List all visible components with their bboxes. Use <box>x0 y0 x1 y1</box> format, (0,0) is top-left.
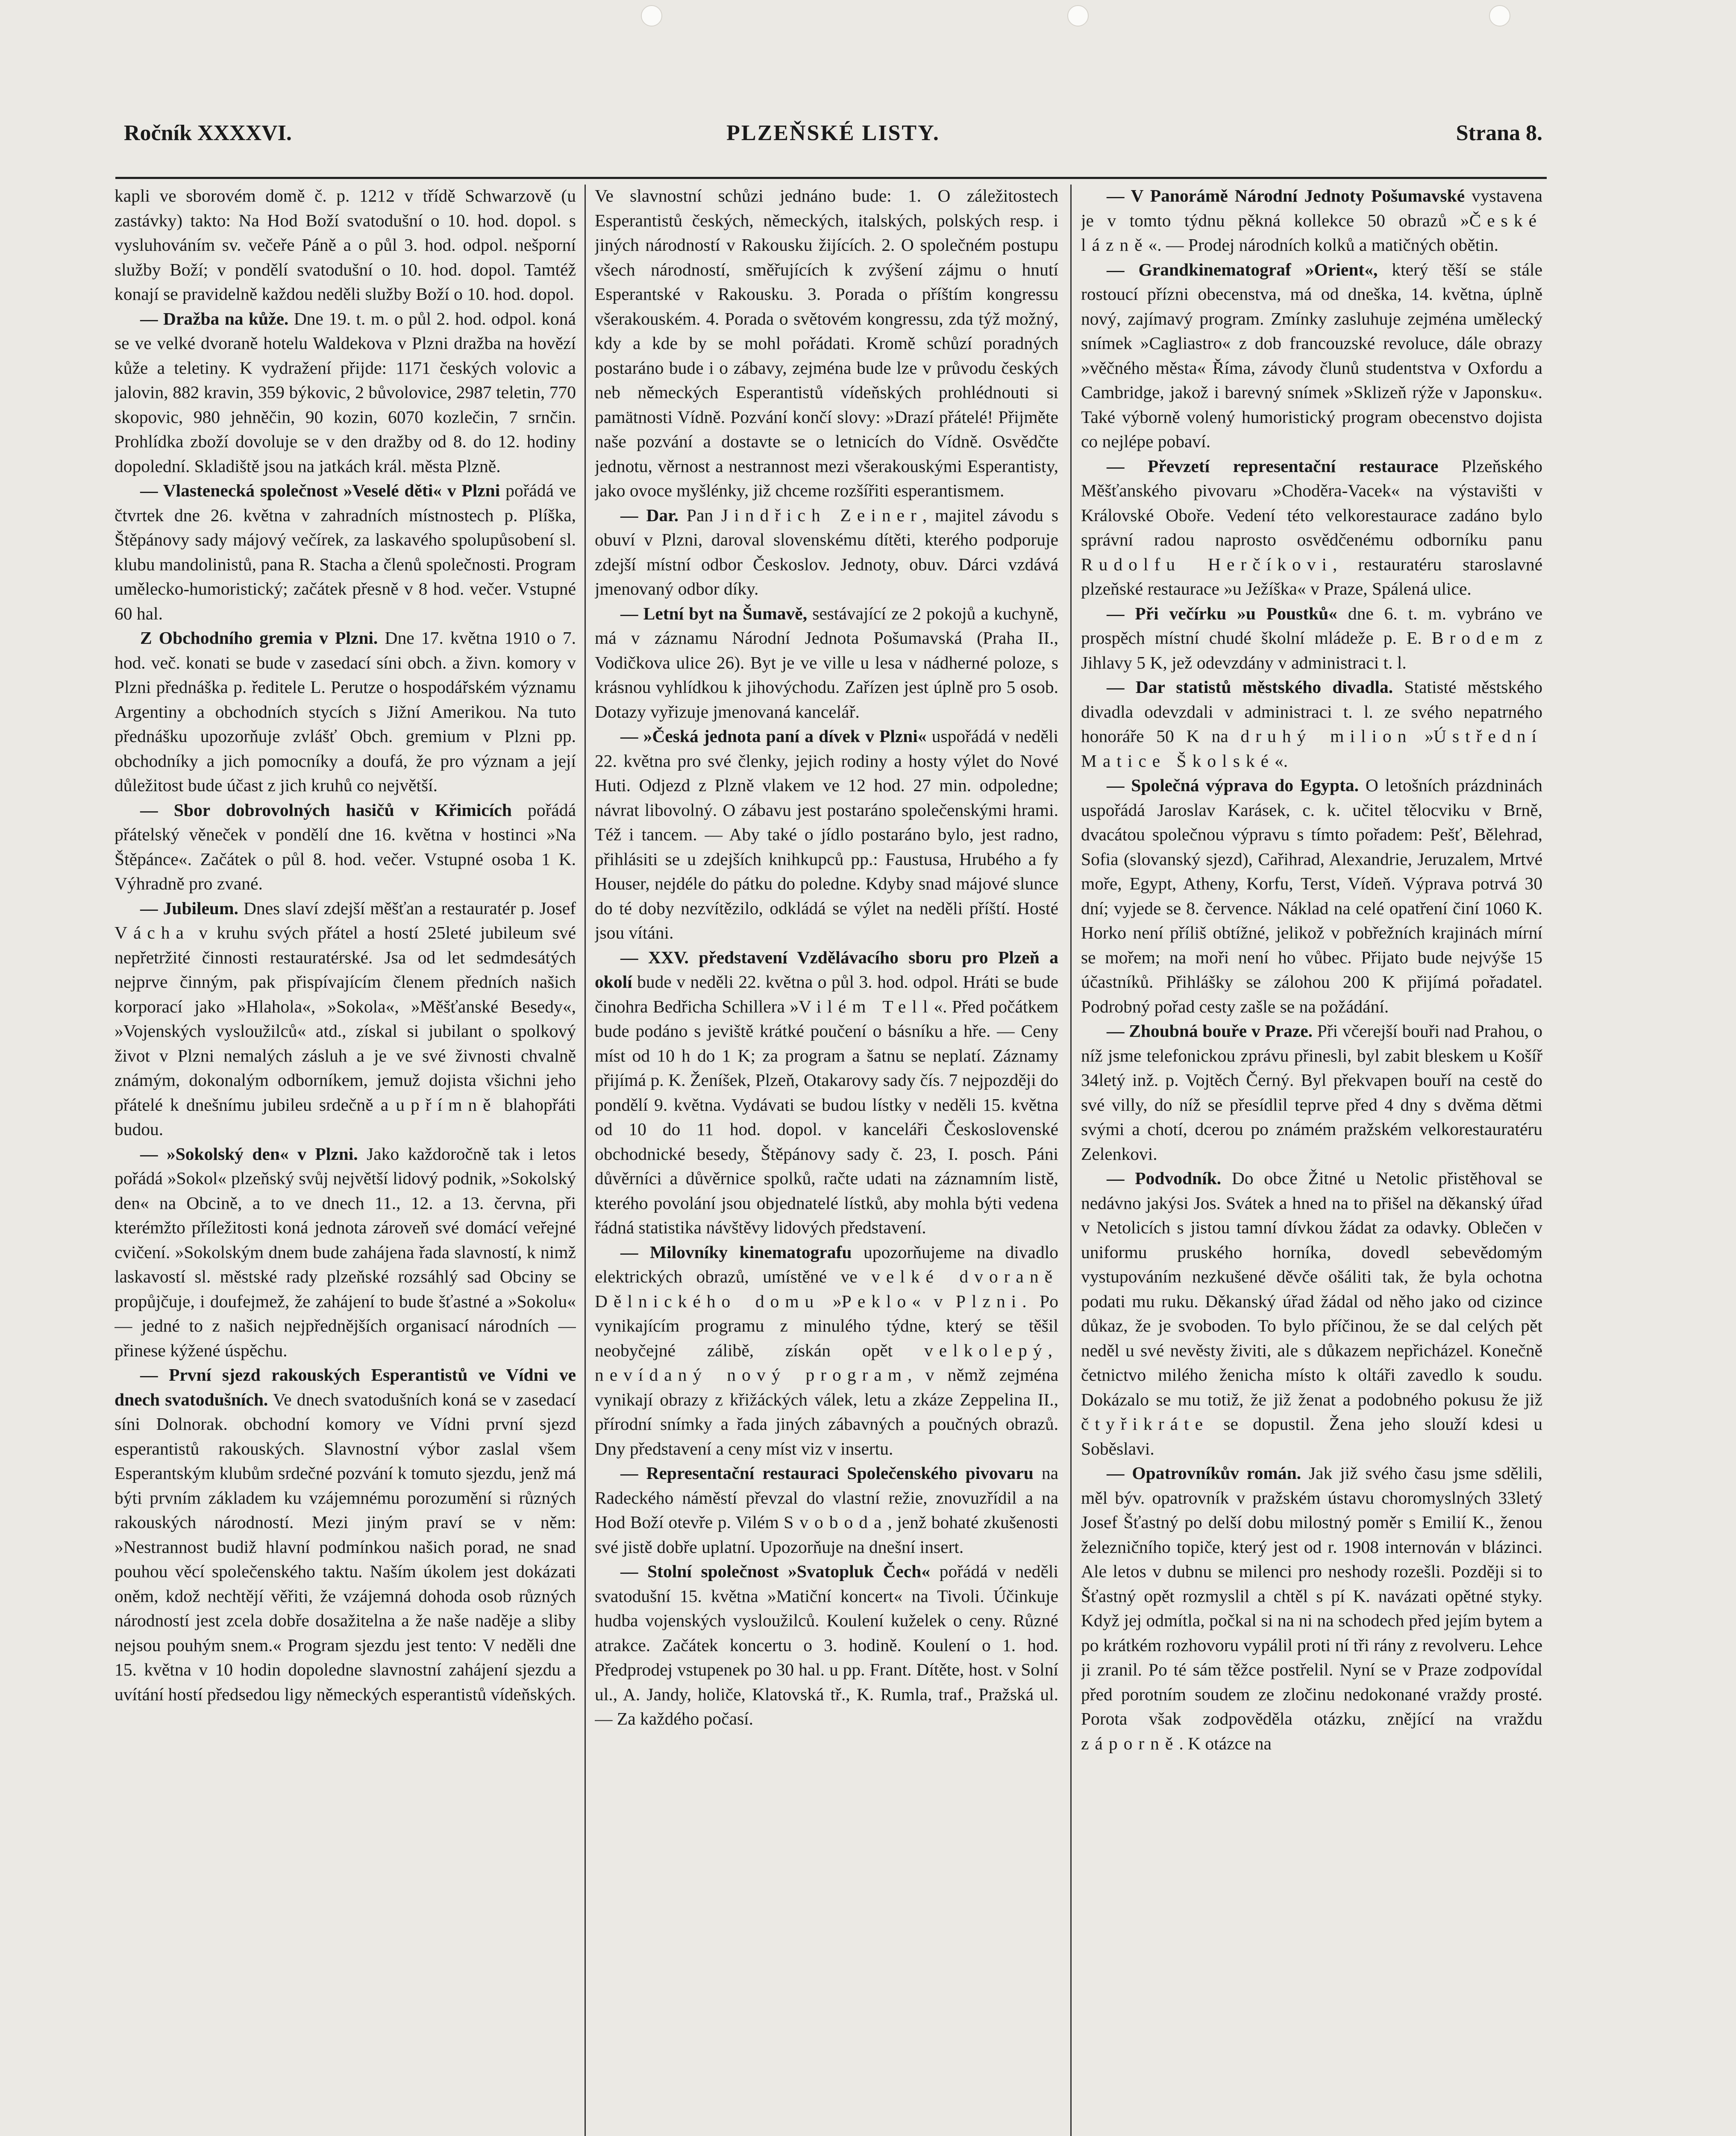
article-heading: Z Obchodního gremia v Plzni. <box>140 628 378 648</box>
article-sokolsky-den: — »Sokolský den« v Plzni. Jako každoročně tak i letos pořádá »Sokol« plzeňský svůj největší lidový podnik, »Sokolský den« na Obcině, a to ve dnech 11., 12. a 13. června, při kterémžto příležitosti koná jednota zároveň své domácí veřejné cvičení. »Sokolským dnem bude zahájena řada slavností, k nimž laskavostí sl. městské rady plzeňské rozsáhlý sad Obciny se propůjčuje, i doufejmež, že zahájení to bude šťastné a »Sokolu« — jedné to z našich nejpřednějších organisací národních — přinese kýžené úspěchu. <box>115 1144 576 1360</box>
page-number: Strana 8. <box>1456 121 1542 145</box>
article-heading: — Letní byt na Šumavě, <box>620 603 808 623</box>
article-heading: — Representační restauraci Společenského pivovaru <box>620 1463 1034 1483</box>
article-xxv-performance: — XXV. představení Vzdělávacího sboru pro Plzeň a okolí bude v neděli 22. května o půl 3. hod. odpol. Hráti se bude činohra Bedřicha Schillera »Vilém Tell«. Před počátkem bude podáno s jeviště krátké poučení o básníku a hře. — Ceny míst od 10 h do 1 K; za program a šatnu se neplatí. Záznamy přijímá p. K. Ženíšek, Plzeň, Otakarovy sady čís. 7 nejpozději do pondělí 9. května. Vydávati se budou lístky v neděli 15. května od 10 do 11 hod. dopol. v kanceláři Československé obchodnické besedy, Štěpánovy sady č. 23, I. posch. Páni důvěrníci a důvěrnice spolků, račte udati na záznamním listě, kterého povolání jsou objednatelé lístků, aby mohla býti vedena řádná statistika návštěvy lidových představení. <box>595 947 1058 1237</box>
article-egypt-trip: — Společná výprava do Egypta. O letošních prázdninách uspořádá Jaroslav Karásek, c. k. učitel tělocviku v Brně, dvacátou společnou výpravu s tímto pořadem: Pešť, Bělehrad, Sofia (slovanský sjezd), Cařihrad, Alexandrie, Jeruzalem, Mrtvé moře, Egypt, Atheny, Korfu, Terst, Vídeň. Výprava potrvá 30 dní; vyjede se 8. července. Náklad na celé opatření činí 1060 K. Horko není příliš obtížné, jelikož v pobřežních krajinách mírní se mořem; na moři není ho vůbec. Přijato bude nejvýše 15 účastníků. Přihlášky se zálohou 200 K přijímá pořadatel. Podrobný pořad cesty zašle se na požádání. <box>1081 775 1542 1016</box>
article-jubileum: — Jubileum. Dnes slaví zdejší měšťan a restauratér p. Josef Vácha v kruhu svých přátel a hostí 25leté jubileum své nepřetržité činnosti restauratérské. Jsa od let sedmdesátých nejprve činným, pak přispívajícím členem předních našich korporací jako »Hlahola«, »Sokola«, »Měšťanské Besedy«, »Vojenských vysloužilců« atd., získal si jubilant o spolkový život v Plzni nemalých zásluh a je ve své živnosti chvalně známým, dokonalým odborníkem, jemuž dojista všichni jeho přátelé k dnešnímu jubileu srdečně a upřímně blahopřáti budou. <box>115 898 576 1139</box>
article-table-society: — Stolní společnost »Svatopluk Čech« pořádá v neděli svatodušní 15. května »Matiční koncert« na Tivoli. Účinkuje hudba vojenských vysloužilců. Koulení kuželek o ceny. Různé atrakce. Začátek koncertu o 3. hodině. Koulení o 1. hod. Předprodej vstupenek po 30 hal. u pp. Frant. Dítěte, host. v Solní ul., A. Jandy, holiče, Klatovská tř., K. Rumla, traf., Pražská ul. — Za každého počasí. <box>595 1561 1058 1728</box>
article-cinema-lovers: — Milovníky kinematografu upozorňujeme na divadlo elektrických obrazů, umístěné ve velké dvoraně Dělnického domu »Peklo« v Plzni. Po vynikajícím programu z minulého týdne, který se těšil neobyčejné zálibě, získán opět velkolepý, nevídaný nový program, v němž zejména vynikají obrazy z křižáckých válek, letu a zkáze Zeppelina II., přírodní snímky a řada jiných zábavných a poučných obrazů. Dny představení a ceny míst viz v insertu. <box>595 1242 1058 1458</box>
binding-hole <box>641 5 662 26</box>
article-women-union: — »Česká jednota paní a dívek v Plzni« uspořádá v neděli 22. května pro své členky, jejich rodiny a hosty výlet do Nové Huti. Odjezd z Plzně vlakem ve 12 hod. 27 min. odpoledne; návrat libovolný. O zábavu jest postaráno společenskými hrami. Též i tancem. — Aby také o jídlo postaráno bylo, jest radno, přihlásiti se u zdejších knihkupců pp.: Faustusa, Hrubého a fy Houser, nejdéle do pátku do poledne. Kdyby snad májové slunce do té doby nezvítězilo, odkládá se výlet na neděli příští. Hosté jsou vítáni. <box>595 726 1058 942</box>
article-heading: — Milovníky kinematografu <box>620 1242 852 1262</box>
binding-hole <box>1067 5 1089 26</box>
article-heading: — Dar statistů městského divadla. <box>1107 677 1393 697</box>
article-heading: — Dražba na kůže. <box>140 308 289 329</box>
article-heading: — Sbor dobrovolných hasičů v Křimicích <box>140 800 512 820</box>
page-header <box>124 112 1542 150</box>
article-fraudster: — Podvodník. Do obce Žitné u Netolic přistěhoval se nedávno jakýsi Jos. Svátek a hned na to přišel na děkanský úřad v Netolicích s jistou tamní dívkou žádat za odavky. Oblečen v uniformu pruského horníka, dovedl sebevědomým vystupováním nezkušené děvče ošáliti tak, že byla ochotna podati mu ruku. Děkanský úřad žádal od něho jako od cizince důkaz, že je svoboden. To bylo příčinou, že se dal celých pět neděl u své nevěsty živiti, ale s důkazem nepřicházel. Konečně četnictvo milého ženicha místo k oltáři zavedlo k soudu. Dokázalo se mu totiž, že již ženat a podobného pokusu že již čtyřikráte se dopustil. Žena jeho slouží kdesi u Soběslavi. <box>1081 1168 1542 1458</box>
article-heading: — Zhoubná bouře v Praze. <box>1107 1021 1313 1041</box>
header-rule <box>115 177 1547 179</box>
article-guardian-romance: — Opatrovníkův román. Jak již svého času jsme sdělili, měl býv. opatrovník v pražském ústavu choromyslných 33letý Josef Šťastný po delší dobu milostný poměr s Emilií K., ženou železničního topiče, který jest od r. 1908 internován v blázinci. Ale letos v dubnu se milenci pro neshody rozešli. Později si to Šťastný opět rozmyslil a chtěl s pí K. navázati opětné styky. Když jej odmítla, počkal si na ni na schodech před jejím bytem a po krátkém rozhovoru vypálil proti ní tři rány z revolveru. Lehce ji zranil. Po té sám těžce postřelil. Nyní se v Praze zodpovídal před porotním soudem ze zločinu nedokonané vraždy prosté. Porota však zodpověděla otázku, znějící na vraždu záporně. K otázce na <box>1081 1463 1542 1753</box>
article-veselé-deti: — Vlastenecká společnost »Veselé děti« v Plzni pořádá ve čtvrtek dne 26. května v zahradních místnostech p. Plíška, Štěpánovy sady májový večírek, za laskavého spolupůsobení sl. klubu mandolinistů, pana R. Stacha a členů společnosti. Program umělecko-humoristický; začátek přesně v 8 hod. večer. Vstupné 60 hal. <box>115 481 576 623</box>
article-heading: — Grandkinematograf »Orient«, <box>1107 259 1378 279</box>
article-firefighters: — Sbor dobrovolných hasičů v Křimicích pořádá přátelský věneček v pondělí dne 16. května v hostinci »Na Štěpánce«. Začátek o půl 8. hod. večer. Vstupné osoba 1 K. Výhradně pro zvané. <box>115 800 576 893</box>
masthead-title: PLZEŇSKÉ LISTY. <box>726 121 940 145</box>
article-heading: — V Panorámě Národní Jednoty Pošumavské <box>1107 186 1465 205</box>
article-esperanto-congress: — První sjezd rakouských Esperantistů ve Vídni ve dnech svatodušních. Ve dnech svatodušních koná se v zasedací síni Dolnorak. obchodní komory ve Vídni první sjezd esperantistů rakouských. Slavnostní výbor zaslal všem Esperantským klubům srdečné pozvání k tomuto sjezdu, jenž má býti prvním základem ku vzájemnému porozumění si různých rakouských národností. Mezi jiným praví se v něm: »Nestrannost budiž hlavní podmínkou našich porad, ne snad pouhou věcí společenského taktu. Naším úkolem jest dokázati oněm, kdož nechtějí věřiti, že vzájemná dohoda osob různých národností jest zcela dobře dosažitelna a že naše naděje a sliby nejsou pouhým snem.« Program sjezdu jest tento: V neděli dne 15. května v 10 hodin dopoledne slavnostní zahájení sjezdu a uvítání hostí předsedou ligy německých esperantistů vídeňských. <box>115 1365 576 1704</box>
article-heading: — Jubileum. <box>140 898 238 918</box>
article-heading: — XXV. představení Vzdělávacího sboru pro Plzeň a okolí <box>595 947 1058 992</box>
article-heading: — »Sokolský den« v Plzni. <box>140 1144 358 1164</box>
column-2 <box>595 184 1058 2136</box>
article-restaurant-takeover: — Převzetí representační restaurace Plzeňského Měšťanského pivovaru »Choděra-Vacek« na výstavišti v Královské Oboře. Vedení této velkorestaurace zadáno bylo správní radou naprosto osvědčenému odborníku panu Rudolfu Herčíkovi, restauratéru staroslavné plzeňské restaurace »u Ježíška« v Praze, Spálená ulice. <box>1081 456 1542 599</box>
column-divider-2 <box>1070 185 1072 2136</box>
binding-hole <box>1489 5 1510 26</box>
article-esperanto-continued: Ve slavnostní schůzi jednáno bude: 1. O záležitostech Esperantistů českých, německých, italských, polských resp. i jiných národností v Rakousku žijících. 2. O společném postupu všech národností, směřujících k zvýšení zájmu o hnutí Esperantské v Rakousku. 3. Porada o příštím kongressu všerakouském. 4. Porada o světovém kongressu, zda týž možný, kdy a kde by se mohl pořádati. Kromě schůzí poradných postaráno bude i o zábavy, zejména bude lze v průvodu českých neb německých Esperantistů vídeňských prohlédnouti si pamätnosti Vídně. Pozvání končí slovy: »Drazí přátelé! Přijměte naše pozvání a dostavte se o letnicích do Vídně. Osvědčte jednotu, věrnost a nestrannost mezi všerakouskými Esperantisty, jako ovoce myšlénky, již chceme rozšířiti esperantismem. <box>595 186 1058 500</box>
article-evening-collection: — Při večírku »u Poustků« dne 6. t. m. vybráno ve prospěch místní chudé školní mládeže p. E. Brodem z Jihlavy 5 K, jež odevzdány v administraci t. l. <box>1081 603 1542 672</box>
column-3 <box>1081 184 1542 2136</box>
article-worship-continued: kapli ve sborovém domě č. p. 1212 v třídě Schwarzově (u zastávky) takto: Na Hod Boží svatodušní o 10. hod. dopol. s vysluhováním sv. večeře Páně a o půl 3. hod. odpol. nešporní služby Boží; v pondělí svatodušní o 10. hod. dopol. Tamtéž konají se pravidelně každou neděli služby Boží o 10. hod. dopol. <box>115 186 576 304</box>
article-heading: — Vlastenecká společnost »Veselé děti« v Plzni <box>140 481 500 500</box>
article-grandkinematograf: — Grandkinematograf »Orient«, který těší se stále rostoucí přízni obecenstva, má od dneška, 14. května, úplně nový, zajímavý program. Zmínky zasluhuje zejména umělecký snímek »Cagliastro« z dob francouzské revoluce, dále obrazy »věčného města« Říma, závody člunů studentstva v Oxfordu a Cambridge, jakož i barevný snímek »Sklizeň rýže v Japonsku«. Také výborně volený humoristický program obecenstvo dojista co nejlépe pobaví. <box>1081 259 1542 451</box>
volume-label: Ročník XXXXVI. <box>124 121 292 145</box>
article-heading: — První sjezd rakouských Esperantistů ve Vídni ve dnech svatodušních. <box>115 1365 576 1409</box>
article-heading: — Stolní společnost »Svatopluk Čech« <box>620 1561 931 1581</box>
article-obchodni-gremium: Z Obchodního gremia v Plzni. Dne 17. května 1910 o 7. hod. več. konati se bude v zasedací síni obch. a živn. komory v Plzni přednáška p. ředitele L. Perutze o hospodářském významu Argentiny a obchodních stycích s Jižní Amerikou. Na tuto přednášku upozorňuje zvlášť Obch. gremium v Plzni pp. obchodníky a jich pomocníky a doufá, že pro význam a její důležitost bude účast z jich kruhů co největší. <box>115 628 576 795</box>
article-auction: — Dražba na kůže. Dne 19. t. m. o půl 2. hod. odpol. koná se ve velké dvoraně hotelu Waldekova v Plzni dražba na hovězí kůže a teletiny. K vydražení přijde: 1171 českých volovic a jalovin, 882 kravin, 359 býkovic, 2 bůvolovice, 2987 teletin, 770 skopovic, 980 jehněčin, 90 kozin, 6070 kozlečin, 7 srnčin. Prohlídka zboží dovoluje se v den dražby od 8. do 12. hodiny dopolední. Skladiště jsou na jatkách král. města Plzně. <box>115 308 576 476</box>
article-heading: — Společná výprava do Egypta. <box>1107 775 1359 795</box>
column-divider-1 <box>585 185 586 2136</box>
article-theatre-extras-gift: — Dar statistů městského divadla. Statisté městského divadla odevzdali v administraci t. l. ze svého nepatrného honoráře 50 K na druhý milion »Ústřední Matice Školské«. <box>1081 677 1542 771</box>
article-panorama: — V Panorámě Národní Jednoty Pošumavské vystavena je v tomto týdnu pěkná kollekce 50 obrazů »České lázně«. — Prodej národních kolků a matičných obětin. <box>1081 186 1542 255</box>
column-1 <box>115 184 576 2136</box>
article-heading: — Opatrovníkův román. <box>1107 1463 1301 1483</box>
article-summer-apartment: — Letní byt na Šumavě, sestávající ze 2 pokojů a kuchyně, má v záznamu Národní Jednota Pošumavská (Praha II., Vodičkova ulice 26). Byt je ve ville u lesa v nádherné poloze, s krásnou vyhlídkou k jihovýchodu. Zařízen jest úplně pro 5 osob. Dotazy vyřizuje jmenovaná kancelář. <box>595 603 1058 722</box>
article-representative-restaurant: — Representační restauraci Společenského pivovaru na Radeckého náměstí převzal do vlastní režie, znovuzřídil a na Hod Boží otevře p. Vilém Svoboda, jenž bohaté zkušenosti své jistě dobře uplatní. Upozorňuje na dnešní insert. <box>595 1463 1058 1557</box>
article-heading: — »Česká jednota paní a dívek v Plzni« <box>620 726 927 746</box>
article-donation: — Dar. Pan Jindřich Zeiner, majitel závodu s obuví v Plzni, daroval slovenskému dítěti, kterého podporuje zdejší místní odbor Českoslov. Jednoty, obuv. Dárci vzdává jmenovaný odbor díky. <box>595 505 1058 599</box>
article-heading: — Podvodník. <box>1107 1168 1222 1188</box>
article-heading: — Při večírku »u Poustků« <box>1107 603 1337 623</box>
article-heading: — Dar. <box>620 505 679 525</box>
article-heading: — Převzetí representační restaurace <box>1107 456 1439 476</box>
article-storm-prague: — Zhoubná bouře v Praze. Při včerejší bouři nad Prahou, o níž jsme telefonickou zprávu přinesli, byl zabit bleskem u Košíř 34letý inž. p. Vojtěch Černý. Byl překvapen bouří na cestě do své villy, do níž se přesídlil teprve před 4 dny s dvěma dětmi svými a chotí, dcerou po známém pražském velkorestauratéru Zelenkovi. <box>1081 1021 1542 1164</box>
